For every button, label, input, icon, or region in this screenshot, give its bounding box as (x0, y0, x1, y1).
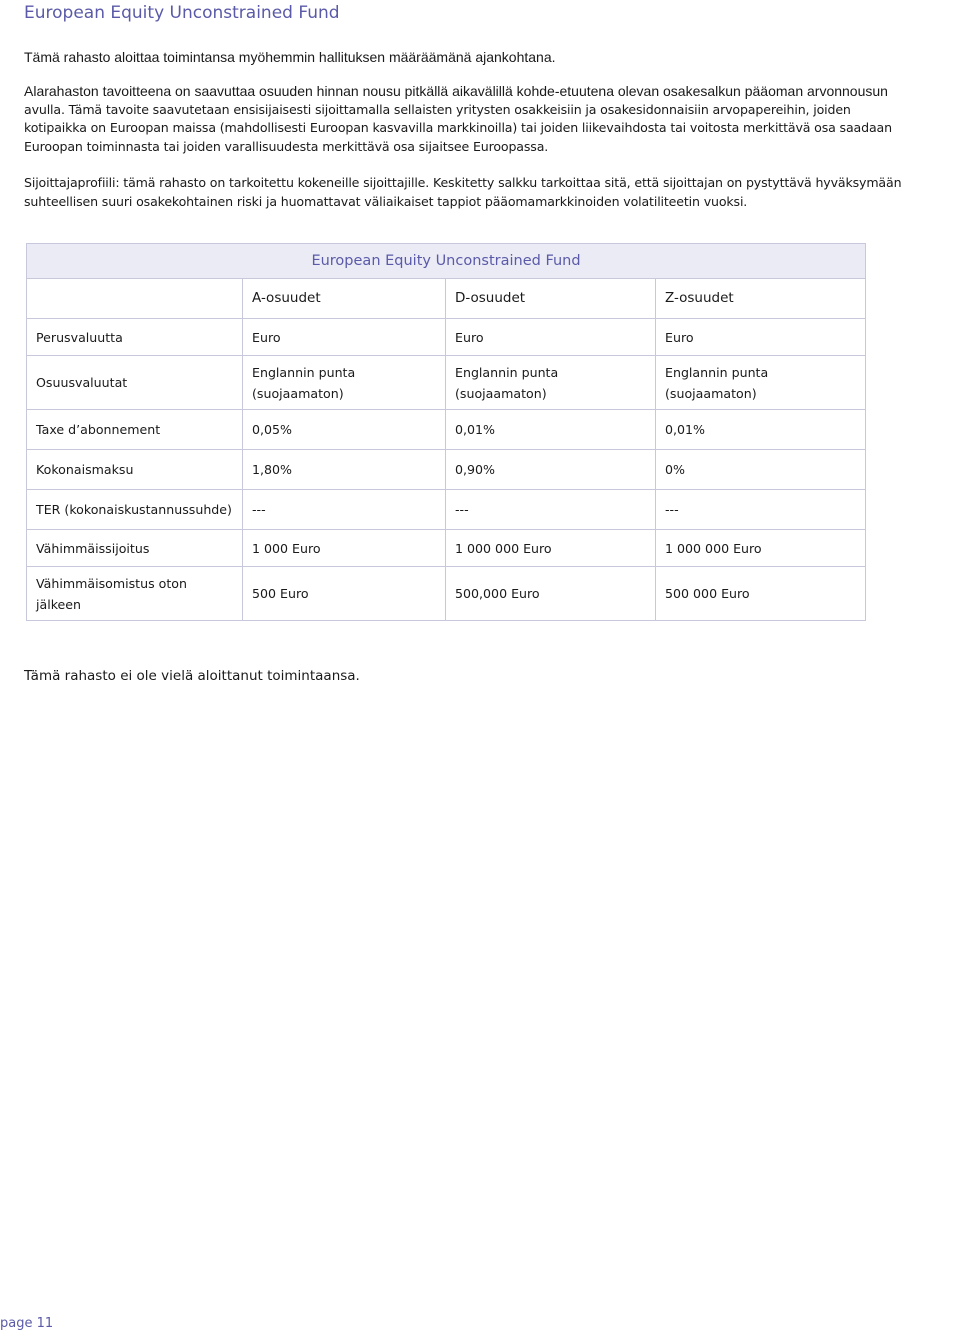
header-cell-d: D-osuudet (446, 279, 656, 319)
table-cell: Euro (656, 319, 866, 356)
table-cell: 1 000 000 Euro (446, 530, 656, 567)
table-row (27, 490, 866, 530)
cell-line: Englannin punta (455, 364, 559, 380)
table-cell (656, 356, 866, 410)
table-cell: --- (656, 490, 866, 530)
table-cell: 1 000 Euro (243, 530, 446, 567)
header-cell-empty (27, 279, 243, 319)
table-cell: 0% (656, 450, 866, 490)
table-cell: --- (243, 490, 446, 530)
objective-line: avulla. Tämä tavoite saavutetaan ensisijaisesti sijoittamalla sellaisten yritysten osakkeisiin ja osakesidonnaisiin arvopapereihin, joiden (24, 101, 851, 117)
table-header-row (27, 279, 866, 319)
label-line: Vähimmäisomistus oton (36, 575, 187, 591)
row-label: Vähimmäissijoitus (27, 530, 243, 567)
label-line: jälkeen (36, 596, 82, 612)
table-cell: 0,01% (656, 410, 866, 450)
table-row (27, 450, 866, 490)
table-cell: 0,90% (446, 450, 656, 490)
cell-line: (suojaamaton) (665, 385, 757, 401)
header-cell-a: A-osuudet (243, 279, 446, 319)
row-label: TER (kokonaiskustannussuhde) (27, 490, 243, 530)
table-cell: 0,05% (243, 410, 446, 450)
table-cell: Euro (243, 319, 446, 356)
profile-line: Sijoittajaprofiili: tämä rahasto on tarkoitettu kokeneille sijoittajille. Keskitetty salkku tarkoittaa sitä, että sijoittajan on pystyttävä hyväksymään (24, 175, 902, 190)
table-row (27, 410, 866, 450)
cell-line: (suojaamaton) (455, 385, 547, 401)
header-cell-z: Z-osuudet (656, 279, 866, 319)
row-label (27, 567, 243, 621)
fund-share-class-table (26, 243, 866, 621)
profile-line: suhteellisen suuri osakekohtainen riski ja huomattavat väliaikaiset tappiot pääomamarkkinoiden volatiliteetin vuoksi. (24, 193, 748, 209)
status-note: Tämä rahasto ei ole vielä aloittanut toimintaansa. (24, 668, 360, 684)
cell-line: Englannin punta (252, 364, 356, 380)
table-cell: --- (446, 490, 656, 530)
row-label: Osuusvaluutat (27, 356, 243, 410)
table-cell: 1 000 000 Euro (656, 530, 866, 567)
objective-paragraph (24, 82, 960, 156)
table-cell (243, 356, 446, 410)
table-row (27, 356, 866, 410)
objective-line: Euroopan toiminnasta tai joiden varallisuudesta merkittävä osa sijaitsee Euroopassa. (24, 138, 549, 154)
table-cell: 500 000 Euro (656, 567, 866, 621)
objective-line: Alarahaston tavoitteena on saavuttaa osuuden hinnan nousu pitkällä aikavälillä kohde-etuutena olevan osakesalkun pääoman arvonnousun (24, 83, 888, 99)
table-cell: 500,000 Euro (446, 567, 656, 621)
table-cell: Euro (446, 319, 656, 356)
row-label: Perusvaluutta (27, 319, 243, 356)
row-label: Taxe d’abonnement (27, 410, 243, 450)
row-label: Kokonaismaksu (27, 450, 243, 490)
cell-line: Englannin punta (665, 364, 769, 380)
table-row (27, 567, 866, 621)
objective-line: kotipaikka on Euroopan maissa (mahdollisesti Euroopan kasvavilla markkinoilla) tai joiden liikevaihdosta tai voitosta merkittävä osa saadaan (24, 120, 892, 135)
investor-profile-paragraph (24, 174, 960, 211)
table-cell: 500 Euro (243, 567, 446, 621)
page-heading: European Equity Unconstrained Fund (24, 3, 340, 23)
table-title: European Equity Unconstrained Fund (27, 244, 866, 279)
table-row (27, 530, 866, 567)
intro-paragraph: Tämä rahasto aloittaa toimintansa myöhemmin hallituksen määräämänä ajankohtana. (24, 49, 556, 65)
cell-line: (suojaamaton) (252, 385, 344, 401)
page-number: page 11 (0, 1316, 54, 1331)
table-row (27, 319, 866, 356)
table-cell (446, 356, 656, 410)
table-cell: 0,01% (446, 410, 656, 450)
table-cell: 1,80% (243, 450, 446, 490)
